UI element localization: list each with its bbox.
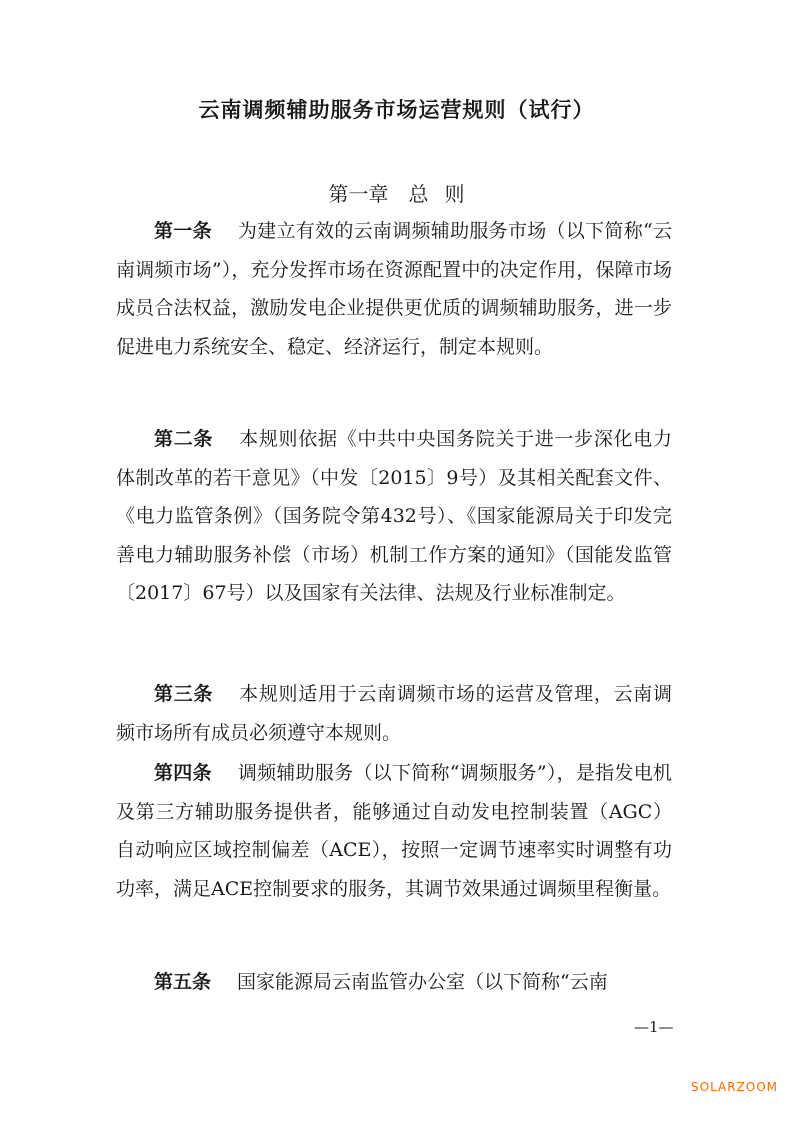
watermark-logo: SOLARZOOM xyxy=(691,1080,779,1094)
article-4-text: 调频辅助服务（以下简称“调频服务”），是指发电机及第三方辅助服务提供者，能够通过自动发电控制装置（AGC）自动响应区域控制偏差（ACE），按照一定调节速率实时调整有功功率，满足ACE控制要求的服务，其调节效果通过调频里程衡量。 xyxy=(116,762,672,900)
chapter-name-part1: 总 xyxy=(408,182,429,206)
article-5 xyxy=(116,963,672,1002)
chapter-heading xyxy=(0,178,793,207)
chapter-name-part2: 则 xyxy=(444,182,465,206)
article-4 xyxy=(116,754,672,908)
article-3 xyxy=(116,675,672,752)
article-2 xyxy=(116,420,672,613)
article-1-label: 第一条 xyxy=(154,220,212,242)
article-5-label: 第五条 xyxy=(154,971,212,993)
chapter-number: 第一章 xyxy=(328,182,389,206)
page-number: —1— xyxy=(634,1018,674,1036)
article-2-label: 第二条 xyxy=(154,428,214,450)
article-4-label: 第四条 xyxy=(154,762,212,784)
article-2-text: 本规则依据《中共中央国务院关于进一步深化电力体制改革的若干意见》（中发〔2015〕9号）及其相关配套文件、《电力监管条例》（国务院令第432号）、《国家能源局关于印发完善电力辅助服务补偿（市场）机制工作方案的通知》（国能发监管〔2017〕67号）以及国家有关法律、法规及行业标准制定。 xyxy=(116,428,672,605)
article-3-text: 本规则适用于云南调频市场的运营及管理，云南调频市场所有成员必须遵守本规则。 xyxy=(116,683,672,744)
document-title: 云南调频辅助服务市场运营规则（试行） xyxy=(198,98,595,122)
article-1-text: 为建立有效的云南调频辅助服务市场（以下简称“云南调频市场”），充分发挥市场在资源配置中的决定作用，保障市场成员合法权益，激励发电企业提供更优质的调频辅助服务，进一步促进电力系统安全、稳定、经济运行，制定本规则。 xyxy=(116,220,672,358)
article-5-text: 国家能源局云南监管办公室（以下简称“云南 xyxy=(237,971,608,993)
article-3-label: 第三条 xyxy=(154,683,214,705)
article-1 xyxy=(116,212,672,366)
